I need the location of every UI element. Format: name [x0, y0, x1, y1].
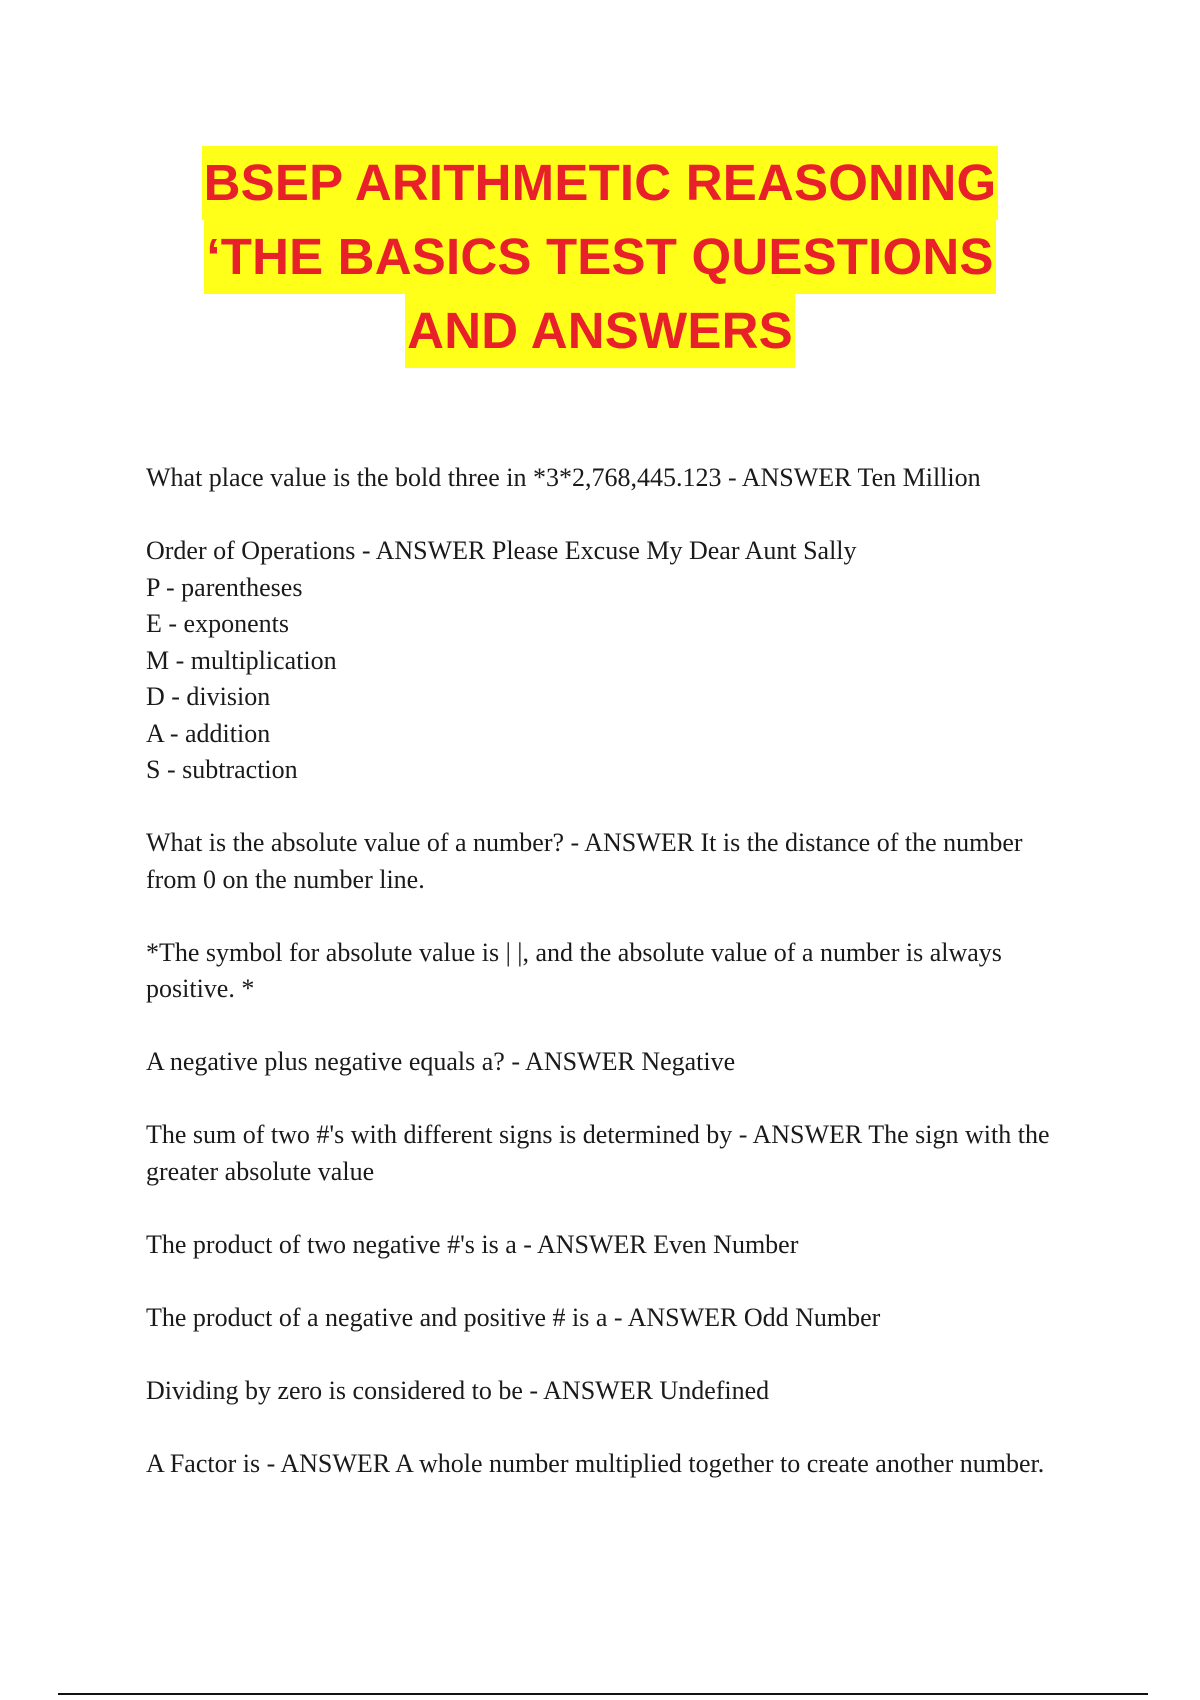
title-line: AND ANSWERS [405, 294, 795, 368]
qa-item [146, 1227, 1066, 1264]
qa-item [146, 1117, 1066, 1190]
qa-text: What is the absolute value of a number? - ANSWER It is the distance of the number from 0 on the number line. [146, 828, 1023, 894]
qa-text: A negative plus negative equals a? - ANSWER Negative [146, 1047, 736, 1076]
qa-text: *The symbol for absolute value is | |, and the absolute value of a number is always positive. * [146, 937, 1002, 1003]
list-line: D - division [146, 682, 271, 711]
qa-item [146, 1373, 1066, 1410]
qa-text: The sum of two #'s with different signs is determined by - ANSWER The sign with the greater absolute value [146, 1120, 1050, 1186]
qa-item [146, 935, 1066, 1008]
qa-text: A Factor is - ANSWER A whole number multiplied together to create another number. [146, 1448, 1045, 1478]
footer-divider [58, 1693, 1148, 1695]
list-line: E - exponents [146, 609, 289, 638]
title-line: ‘THE BASICS TEST QUESTIONS [204, 220, 995, 294]
qa-text: The product of a negative and positive # is a - ANSWER Odd Number [146, 1302, 881, 1332]
list-line: A - addition [146, 718, 271, 748]
qa-item [146, 1044, 1066, 1081]
qa-item [146, 460, 1066, 497]
list-line: S - subtraction [146, 755, 298, 784]
qa-item [146, 1446, 1066, 1483]
qa-item [146, 533, 1066, 789]
qa-text: Dividing by zero is considered to be - ANSWER Undefined [146, 1375, 770, 1405]
list-line: M - multiplication [146, 645, 337, 675]
qa-text: What place value is the bold three in *3*2,768,445.123 - ANSWER Ten Million [146, 463, 981, 492]
qa-list [146, 460, 1066, 1519]
qa-item [146, 1300, 1066, 1337]
title-line: BSEP ARITHMETIC REASONING [202, 146, 999, 220]
list-line: P - parentheses [146, 572, 303, 602]
qa-text: Order of Operations - ANSWER Please Excuse My Dear Aunt Sally [146, 536, 857, 565]
qa-text: The product of two negative #'s is a - ANSWER Even Number [146, 1229, 799, 1259]
qa-item [146, 825, 1066, 898]
document-title [0, 146, 1200, 368]
